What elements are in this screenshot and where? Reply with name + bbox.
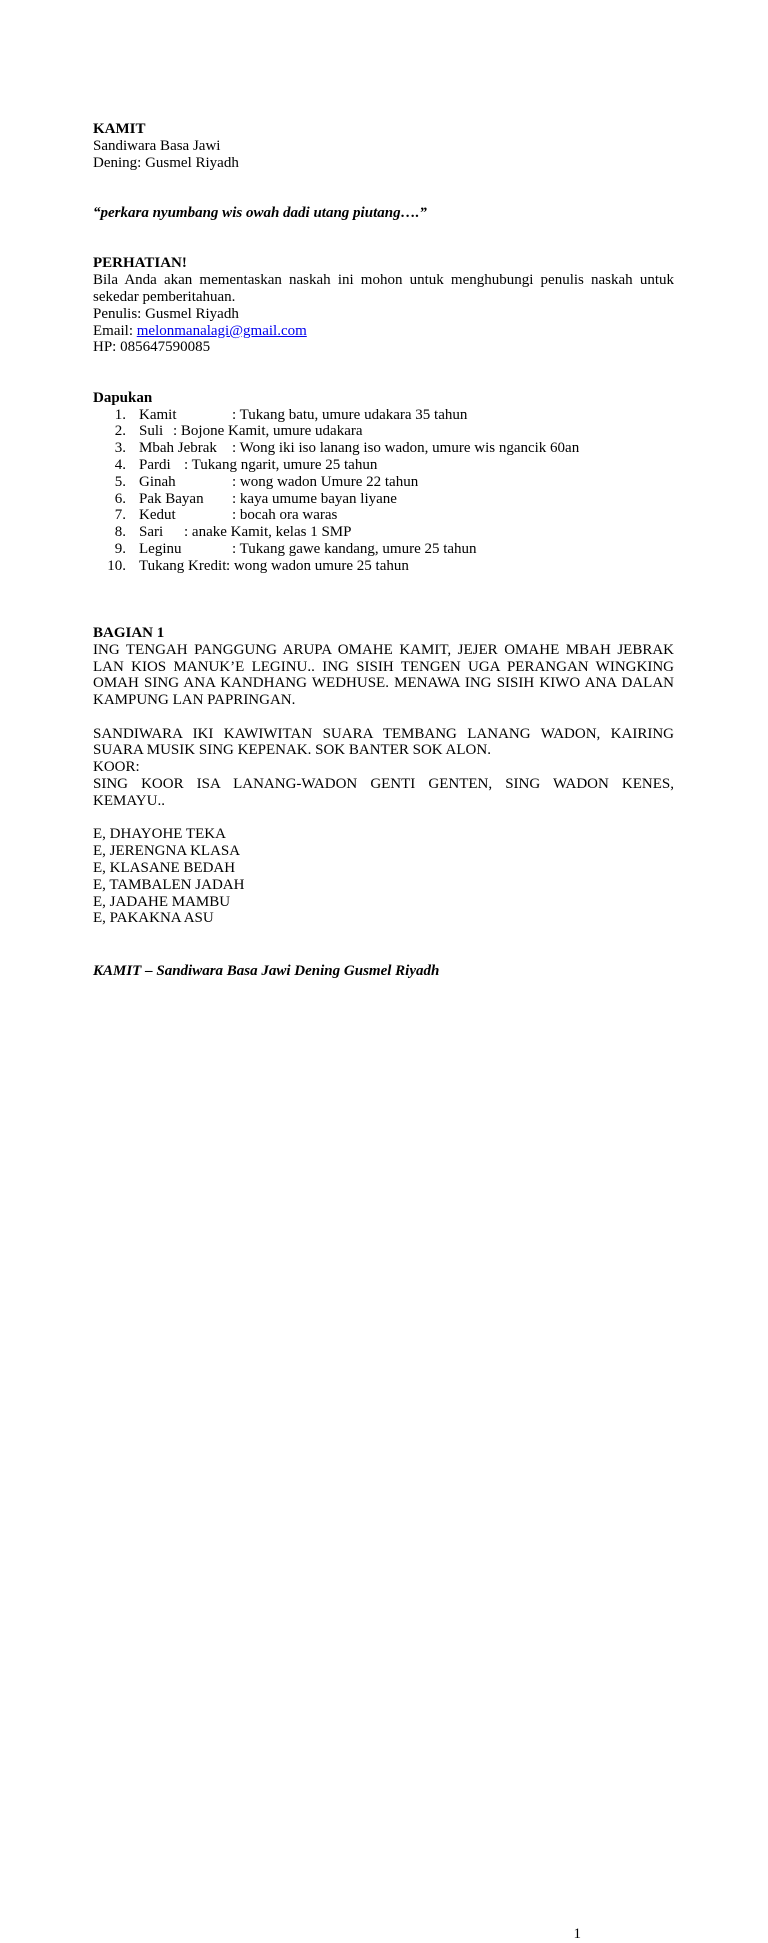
cast-item-name: Suli [139,423,164,440]
cast-item-number: 5. [114,473,126,490]
cast-item-name: Leginu [139,540,182,557]
cast-item-name: Kamit [139,406,177,423]
cast-item-name: Ginah [139,473,176,490]
cast-item-number: 9. [114,540,126,557]
stage-direction-3: SING KOOR ISA LANANG-WADON GENTI GENTEN, SING WADON KENES, KEMAYU.. [93,776,674,809]
song-line: E, DHAYOHE TEKA [93,826,226,843]
cast-item-description: : wong wadon Umure 22 tahun [232,473,419,490]
email-label: Email: [93,322,137,339]
song-lyrics [93,826,674,927]
song-line: E, PAKAKNA ASU [93,910,214,927]
cast-list [93,407,674,575]
cast-item-name: Pardi [139,456,171,473]
cast-item [93,524,674,541]
cast-item [93,507,674,524]
section-heading: BAGIAN 1 [93,624,165,641]
song-line: E, TAMBALEN JADAH [93,876,245,893]
stage-direction-1: ING TENGAH PANGGUNG ARUPA OMAHE KAMIT, JEJER OMAHE MBAH JEBRAK LAN KIOS MANUK’E LEGINU.. ING SISIH TENGEN UGA PERANGAN WINGKING OMAH SING ANA KANDHANG WEDHUSE. MENAWA ING SISIH KIWO ANA DALAN KAMPUNG LAN PAPRINGAN. [93,641,674,709]
cast-item-number: 8. [114,524,126,541]
cast-item-description: : Tukang gawe kandang, umure 25 tahun [232,540,477,557]
cast-item-description: : Bojone Kamit, umure udakara [173,423,363,440]
footer-text: KAMIT – Sandiwara Basa Jawi Dening Gusmel Riyadh [93,963,440,979]
cast-item [93,541,674,558]
notice-text: Bila Anda akan mementaskan naskah ini mohon untuk menghubungi penulis naskah untuk sekedar pemberitahuan. [93,272,674,305]
cast-item-name: Pak Bayan [139,490,204,507]
cast-item-name: Mbah Jebrak [139,440,217,457]
song-line: E, KLASANE BEDAH [93,860,236,877]
notice-heading: PERHATIAN! [93,255,187,272]
document-subtitle: Sandiwara Basa Jawi [93,137,221,154]
cast-item [93,474,674,491]
cast-item-number: 2. [114,423,126,440]
cast-heading: Dapukan [93,389,153,406]
cast-item-description: : Tukang ngarit, umure 25 tahun [184,456,378,473]
cast-item-description: : kaya umume bayan liyane [232,490,397,507]
document-author: Dening: Gusmel Riyadh [93,154,239,171]
cast-item [93,407,674,424]
cast-item-description: : Wong iki iso lanang iso wadon, umure wis ngancik 60an [232,440,580,457]
cast-item-number: 10. [107,557,126,574]
cast-item-name: Tukang Kredit [139,557,227,574]
cast-item-name: Kedut [139,507,176,524]
notice-writer: Penulis: Gusmel Riyadh [93,305,239,322]
cast-item-description: : Tukang batu, umure udakara 35 tahun [232,406,468,423]
cast-item-number: 7. [114,507,126,524]
epigraph-quote: “perkara nyumbang wis owah dadi utang piutang….” [93,204,427,221]
cast-item [93,440,674,457]
cast-item-number: 6. [114,490,126,507]
cast-item [93,457,674,474]
notice-phone: HP: 085647590085 [93,339,211,356]
cast-item-description: : bocah ora waras [232,507,338,524]
cast-item-number: 1. [114,406,126,423]
song-line: E, JADAHE MAMBU [93,893,231,910]
cast-item [93,491,674,508]
email-link[interactable]: melonmanalagi@gmail.com [136,322,307,339]
document-title: KAMIT [93,121,146,137]
cast-item-number: 3. [114,440,126,457]
cast-item-description: : anake Kamit, kelas 1 SMP [184,524,352,541]
page-footer [93,963,674,1942]
notice-email [93,323,674,340]
koor-label: KOOR: [93,759,140,776]
stage-direction-2: SANDIWARA IKI KAWIWITAN SUARA TEMBANG LANANG WADON, KAIRING SUARA MUSIK SING KEPENAK. SOK BANTER SOK ALON. [93,725,674,759]
song-line: E, JERENGNA KLASA [93,843,241,860]
cast-item-number: 4. [114,456,126,473]
page-number: 1 [573,1926,581,1942]
document-page [93,121,674,927]
cast-item-description: : wong wadon umure 25 tahun [226,557,409,574]
cast-item [93,423,674,440]
cast-item-name: Sari [139,524,164,541]
cast-item [93,558,674,575]
